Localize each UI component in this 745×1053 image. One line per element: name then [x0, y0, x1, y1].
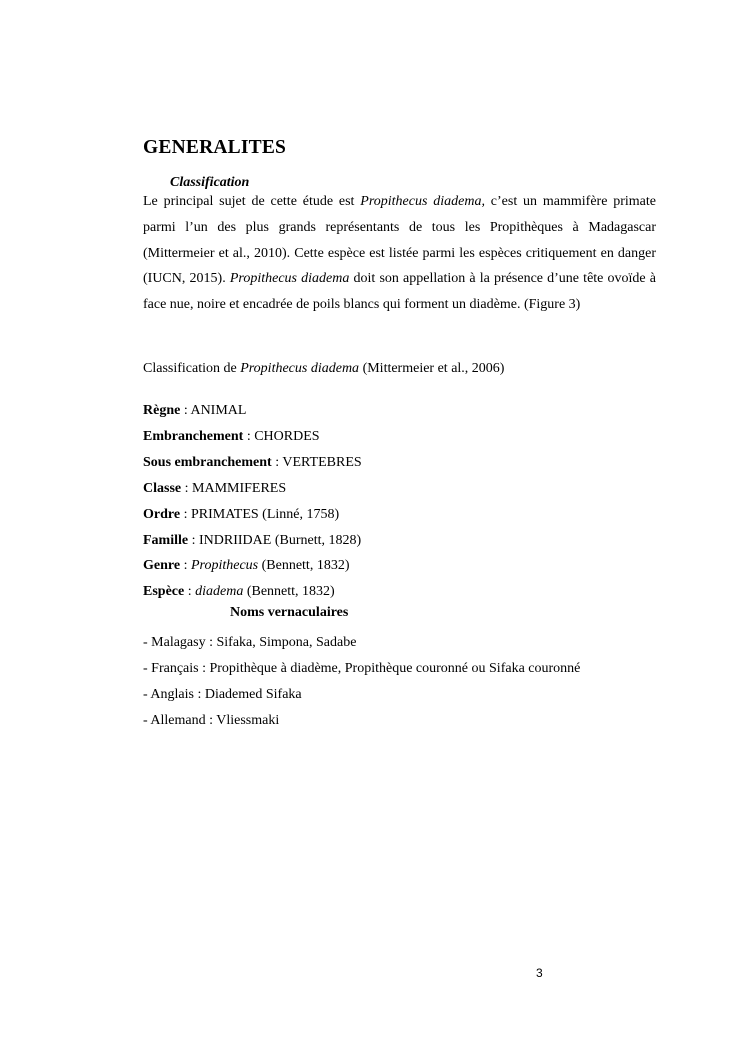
taxonomy-rank: Ordre — [143, 506, 181, 522]
vernacular-name: - Allemand : Vliessmaki — [143, 712, 280, 728]
paragraph-text: doit son appellation à la présence d’une tête ovoïde à face nue, noire et encadrée de poils blancs qui forment un diadème. (Figure 3) — [143, 271, 657, 313]
taxonomy-row — [143, 579, 362, 605]
taxonomy-value: CHORDES — [254, 428, 320, 444]
classification-suffix: (Mittermeier et al., 2006) — [359, 361, 505, 376]
vernacular-name: - Anglais : Diademed Sifaka — [143, 686, 302, 702]
classification-caption — [143, 361, 504, 377]
taxonomy-value: MAMMIFERES — [192, 480, 287, 496]
taxonomy-rank: Classe — [143, 480, 182, 496]
taxonomy-rank: Sous embranchement — [143, 454, 272, 470]
taxonomy-value: VERTEBRES — [282, 454, 362, 470]
document-page — [143, 0, 656, 1053]
section-heading-classification: Classification — [170, 175, 250, 190]
taxonomy-row — [143, 398, 362, 424]
classification-prefix: Classification de — [143, 361, 241, 376]
taxonomy-separator: : — [271, 454, 283, 470]
taxonomy-separator: : — [181, 480, 193, 496]
taxonomy-rank: Famille — [143, 532, 189, 548]
vernacular-list — [143, 630, 580, 734]
paragraph-text: c’est un mammifère primate parmi l’un des plus grands représentants de tous les Propithèques à Madagascar (Mittermeier et al., 2010). Cette espèce est listée parmi les espèces critiquement en danger (IUCN, 2015). — [143, 194, 656, 287]
taxonomy-separator: : — [180, 506, 191, 522]
taxonomy-authority: (Bennett, 1832) — [258, 558, 350, 574]
taxonomy-rank: Embranchement — [143, 428, 244, 444]
taxonomy-row — [143, 450, 362, 476]
taxonomy-value: Propithecus — [190, 558, 259, 574]
taxonomy-separator: : — [180, 403, 191, 418]
taxonomy-separator: : — [243, 428, 255, 444]
taxonomy-value: INDRIIDAE (Burnett, 1828) — [199, 532, 362, 548]
species-name: Propithecus diadema, — [360, 194, 485, 209]
vernacular-name: - Français : Propithèque à diadème, Propithèque couronné ou Sifaka couronné — [143, 660, 581, 676]
taxonomy-rank: Genre — [143, 558, 181, 574]
taxonomy-value: ANIMAL — [190, 403, 247, 418]
taxonomy-separator: : — [184, 584, 196, 600]
taxonomy-authority: (Bennett, 1832) — [243, 584, 335, 600]
page-title: GENERALITES — [143, 137, 287, 158]
classification-species: Propithecus diadema — [240, 361, 360, 376]
taxonomy-rank: Règne — [143, 403, 181, 418]
taxonomy-list — [143, 398, 362, 605]
species-name: Propithecus diadema — [229, 271, 350, 287]
page-number: 3 — [536, 966, 543, 980]
taxonomy-row — [143, 528, 362, 554]
taxonomy-row — [143, 553, 362, 579]
vernacular-heading: Noms vernaculaires — [230, 605, 349, 620]
taxonomy-value: PRIMATES (Linné, 1758) — [190, 506, 340, 522]
taxonomy-row — [143, 424, 362, 450]
intro-paragraph — [143, 189, 656, 318]
taxonomy-row — [143, 502, 362, 528]
taxonomy-value: diadema — [195, 584, 244, 600]
taxonomy-rank: Espèce — [143, 584, 185, 600]
vernacular-name: - Malagasy : Sifaka, Simpona, Sadabe — [143, 635, 357, 650]
taxonomy-separator: : — [180, 558, 191, 574]
taxonomy-row — [143, 476, 362, 502]
paragraph-text: Le principal sujet de cette étude est — [143, 194, 361, 209]
taxonomy-separator: : — [188, 532, 199, 548]
